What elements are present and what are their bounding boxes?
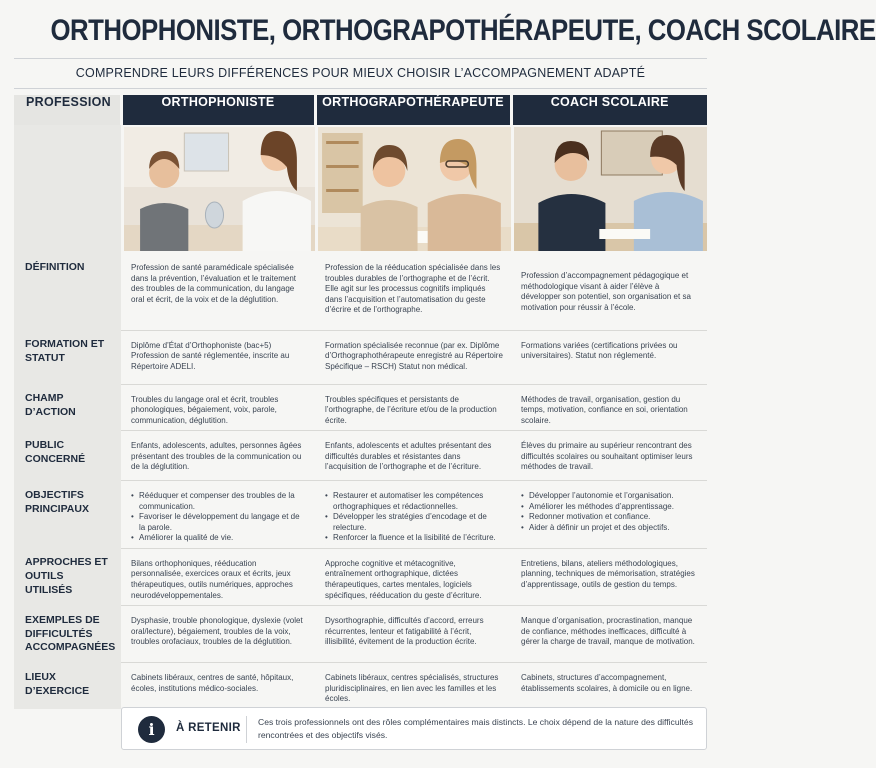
table-row xyxy=(14,481,707,549)
table-cell: Entretiens, bilans, ateliers méthodologiques, planning, techniques de mémorisation, stratégies d’apprentissage, outils de gestion du temps. xyxy=(511,548,707,605)
list-item: • Favoriser le développement du langage et de la parole. xyxy=(131,512,307,533)
takeaway-label: À RETENIR xyxy=(176,722,241,734)
table-cell: Enfants, adolescents et adultes présentant des difficultés durables et résistantes dans l’acquisition de l’orthographe et de l’écriture. xyxy=(315,431,511,481)
table-cell xyxy=(511,481,707,549)
table-cell: Dysphasie, trouble phonologique, dyslexie (volet oral/lecture), bégaiement, troubles de la voix, troubles orofaciaux, troubles de la déglutition. xyxy=(121,606,315,663)
photo-cell xyxy=(121,125,315,253)
list-item: • Développer l’autonomie et l’organisation. xyxy=(521,491,699,502)
table-row xyxy=(14,384,707,431)
photo-row-label xyxy=(14,125,121,253)
key-takeaway-box xyxy=(121,707,707,750)
header-row xyxy=(14,95,707,125)
table-cell: Enfants, adolescents, adultes, personnes âgées présentant des troubles de la communication ou de la déglutition. xyxy=(121,431,315,481)
table-row xyxy=(14,548,707,605)
row-label: EXEMPLES DE DIFFICULTÉS ACCOMPAGNÉES xyxy=(14,606,121,663)
divider xyxy=(14,88,707,89)
row-label: OBJECTIFS PRINCIPAUX xyxy=(14,481,121,549)
photo-cell xyxy=(511,125,707,253)
table-cell: Profession d’accompagnement pédagogique et méthodologique visant à aider l’élève à développer son potentiel, son organisation et sa motivation pour réussir à l’école. xyxy=(511,253,707,330)
table-row xyxy=(14,663,707,710)
table-row xyxy=(14,253,707,330)
row-label: LIEUX D’EXERCICE xyxy=(14,663,121,710)
list-item: • Redonner motivation et confiance. xyxy=(521,512,699,523)
table-cell: Troubles du langage oral et écrit, troubles phonologiques, bégaiement, voix, parole, communication, déglutition. xyxy=(121,384,315,431)
list-item: • Améliorer les méthodes d’apprentissage. xyxy=(521,502,699,513)
header-coach-scolaire: COACH SCOLAIRE xyxy=(511,95,707,125)
table-cell: Dysorthographie, difficultés d’accord, erreurs récurrentes, lenteur et fatigabilité à l’écrit, illisibilité, évitement de la production écrite. xyxy=(315,606,511,663)
table-row xyxy=(14,330,707,384)
list-item: • Développer les stratégies d’encodage et de relecture. xyxy=(325,512,503,533)
header-orthographotherapeute: ORTHOGRAPOTHÉRAPEUTE xyxy=(315,95,511,125)
divider xyxy=(246,716,247,743)
table-cell: Manque d’organisation, procrastination, manque de confiance, méthodes inefficaces, difficulté à gérer la charge de travail, manque de motivation. xyxy=(511,606,707,663)
header-profession: PROFESSION xyxy=(14,95,121,125)
row-label: DÉFINITION xyxy=(14,253,121,330)
row-label: PUBLIC CONCERNÉ xyxy=(14,431,121,481)
row-label: FORMATION ET STATUT xyxy=(14,330,121,384)
objectives-list xyxy=(521,491,699,533)
list-item: • Restaurer et automatiser les compétences orthographiques et rédactionnelles. xyxy=(325,491,503,512)
divider xyxy=(14,58,707,59)
objectives-list xyxy=(131,491,307,544)
takeaway-text: Ces trois professionnels ont des rôles complémentaires mais distincts. Le choix dépend de la nature des difficultés rencontrées et des objectifs visés. xyxy=(258,717,694,741)
list-item: • Améliorer la qualité de vie. xyxy=(131,533,307,544)
table-row xyxy=(14,606,707,663)
table-cell: Formations variées (certifications privées ou universitaires). Statut non réglementé. xyxy=(511,330,707,384)
info-icon: i xyxy=(138,716,165,743)
table-cell: Troubles spécifiques et persistants de l’orthographe, de l’écriture et/ou de la production écrite. xyxy=(315,384,511,431)
table-cell: Cabinets libéraux, centres de santé, hôpitaux, écoles, institutions médico-sociales. xyxy=(121,663,315,710)
photo-cell xyxy=(315,125,511,253)
page-title: ORTHOPHONISTE, ORTHOGRAPOTHÉRAPEUTE, COACH SCOLAIRE xyxy=(50,14,876,47)
list-item: • Renforcer la fluence et la lisibilité de l’écriture. xyxy=(325,533,503,544)
table-cell: Diplôme d’État d’Orthophoniste (bac+5) Profession de santé réglementée, inscrite au Répertoire ADELI. xyxy=(121,330,315,384)
objectives-list xyxy=(325,491,503,544)
page-subtitle: COMPRENDRE LEURS DIFFÉRENCES POUR MIEUX CHOISIR L’ACCOMPAGNEMENT ADAPTÉ xyxy=(75,66,646,80)
table-cell: Cabinets libéraux, centres spécialisés, structures pluridisciplinaires, en lien avec les familles et les écoles. xyxy=(315,663,511,710)
comparison-table xyxy=(14,95,707,710)
table-cell xyxy=(121,481,315,549)
table-cell xyxy=(315,481,511,549)
table-cell: Bilans orthophoniques, rééducation personnalisée, exercices oraux et écrits, jeux thérapeutiques, outils numériques, approches neurodéveloppementales. xyxy=(121,548,315,605)
spelling-therapy-session-photo xyxy=(318,127,511,251)
school-coaching-session-photo xyxy=(514,127,707,251)
table-cell: Cabinets, structures d’accompagnement, établissements scolaires, à domicile ou en ligne. xyxy=(511,663,707,710)
table-cell: Approche cognitive et métacognitive, entraînement orthographique, dictées thérapeutiques, cartes mentales, logiciels spécifiques, rééducation du geste d’écriture. xyxy=(315,548,511,605)
row-label: CHAMP D’ACTION xyxy=(14,384,121,431)
table-cell: Profession de santé paramédicale spécialisée dans la prévention, l’évaluation et le traitement des troubles de la communication, du langage oral et écrit, de la voix et de la déglutition. xyxy=(121,253,315,330)
table-cell: Profession de la rééducation spécialisée dans les troubles durables de l’orthographe et de l’écrit. Elle agit sur les processus cognitifs impliqués dans l’acquisition et l’automatisation du geste d’écrire et de l’orthographe. xyxy=(315,253,511,330)
photo-row xyxy=(14,125,707,253)
list-item: • Rééduquer et compenser des troubles de la communication. xyxy=(131,491,307,512)
table-cell: Méthodes de travail, organisation, gestion du temps, motivation, confiance en soi, orientation scolaire. xyxy=(511,384,707,431)
header-orthophoniste: ORTHOPHONISTE xyxy=(121,95,315,125)
speech-therapy-session-photo xyxy=(124,127,315,251)
table-row xyxy=(14,431,707,481)
table-cell: Formation spécialisée reconnue (par ex. Diplôme d’Orthographothérapeute enregistré au Répertoire Spécifique – RSCH) Statut non médical. xyxy=(315,330,511,384)
list-item: • Aider à définir un projet et des objectifs. xyxy=(521,523,699,534)
row-label: APPROCHES ET OUTILS UTILISÉS xyxy=(14,548,121,605)
table-cell: Élèves du primaire au supérieur rencontrant des difficultés scolaires ou souhaitant optimiser leurs méthodes de travail. xyxy=(511,431,707,481)
